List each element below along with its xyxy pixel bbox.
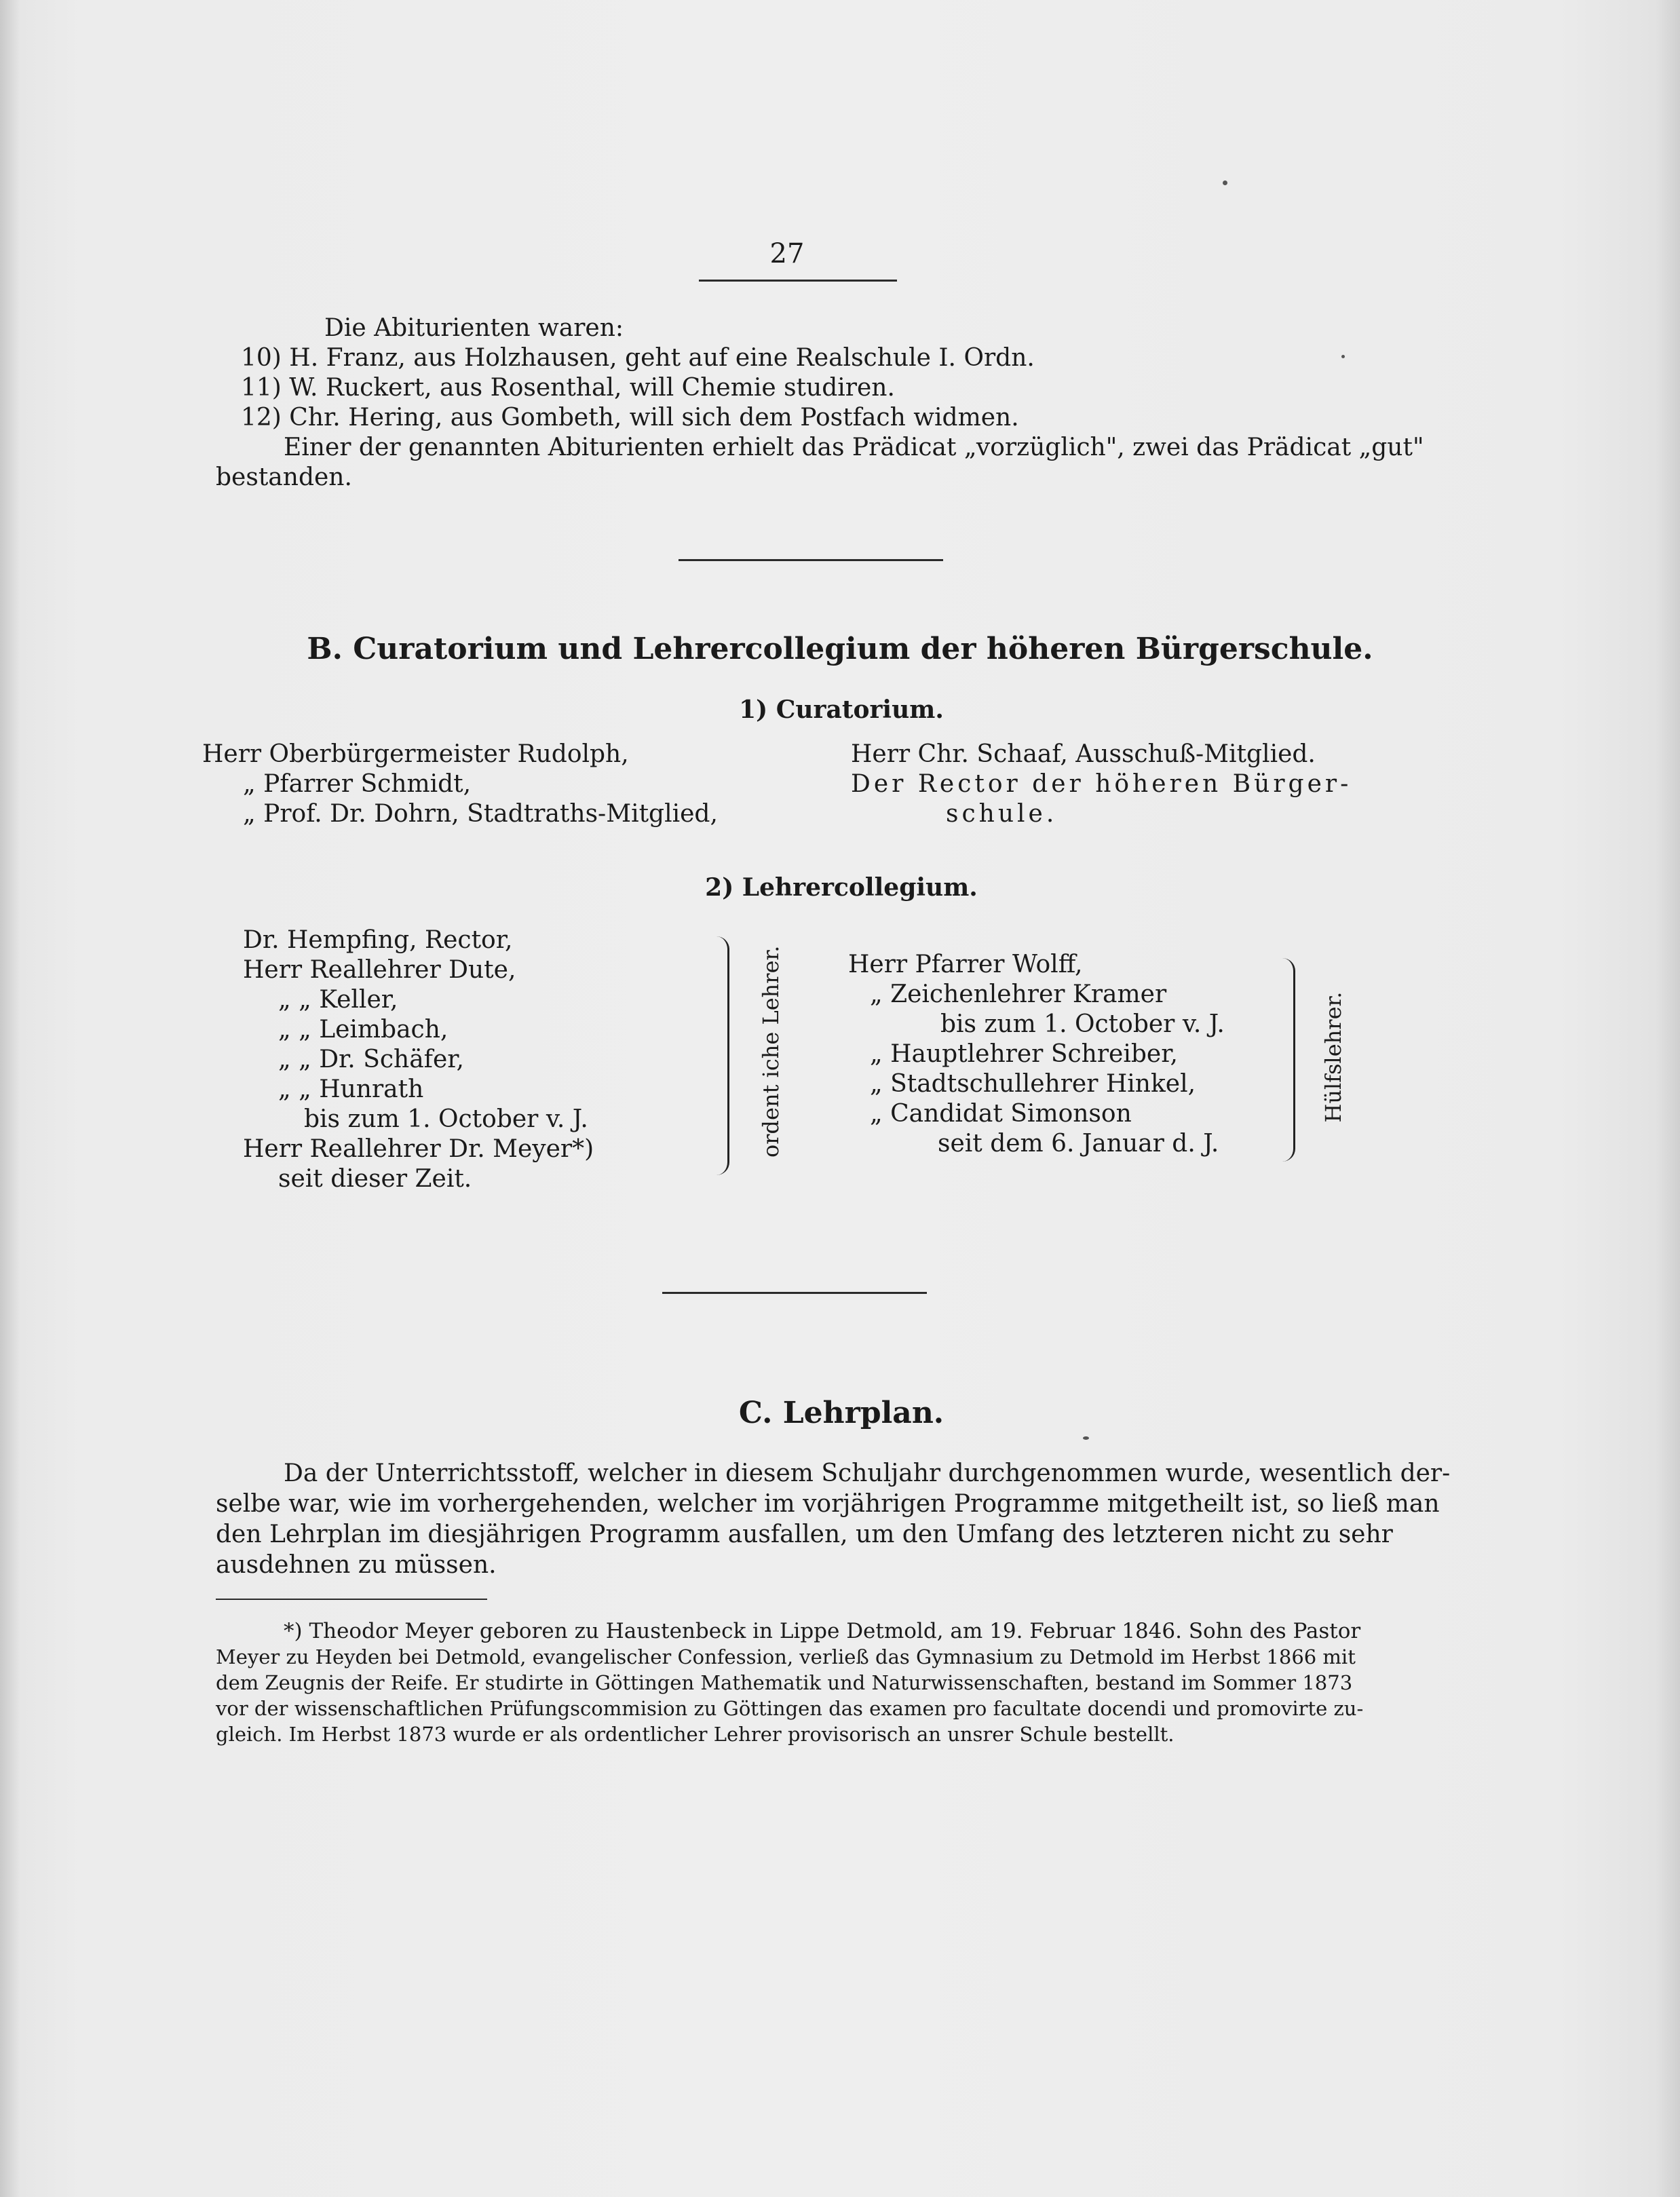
speck <box>1083 1436 1089 1440</box>
lehrplan-line: selbe war, wie im vorhergehenden, welcher im vorjährigen Programme mitgetheilt ist, so ließ man <box>216 1490 1440 1518</box>
footnote-line: Meyer zu Heyden bei Detmold, evangelischer Confession, verließ das Gymnasium zu Detmold im Herbst 1866 mit <box>216 1645 1356 1668</box>
curatorium-right-line: schule. <box>946 800 1058 828</box>
teacher-line: seit dieser Zeit. <box>278 1165 472 1193</box>
lehrplan-line: Da der Unterrichtsstoff, welcher in diesem Schuljahr durchgenommen wurde, wesentlich der- <box>284 1459 1451 1487</box>
footnote-line: dem Zeugnis der Reife. Er studirte in Göttingen Mathematik und Naturwissenschaften, bestand im Sommer 1873 <box>216 1671 1353 1694</box>
teacher-line: bis zum 1. October v. J. <box>304 1105 588 1133</box>
section-b-title: B. Curatorium und Lehrercollegium der höheren Bürgerschule. <box>307 632 1373 666</box>
teacher-line: bis zum 1. October v. J. <box>940 1010 1225 1038</box>
lehrplan-line: ausdehnen zu müssen. <box>216 1551 497 1579</box>
bracket <box>1282 958 1295 1162</box>
huelfslehrer-label: Hülfslehrer. <box>1320 991 1346 1123</box>
curatorium-left-line: Herr Oberbürgermeister Rudolph, <box>202 740 629 768</box>
teacher-line: „ Stadtschullehrer Hinkel, <box>870 1070 1196 1098</box>
section-c-title: C. Lehrplan. <box>738 1396 944 1430</box>
curatorium-left-line: „ Prof. Dr. Dohrn, Stadtraths-Mitglied, <box>243 800 718 828</box>
abiturienten-closing: Einer der genannten Abiturienten erhielt das Prädicat „vorzüglich", zwei das Prädicat „gut" <box>284 434 1424 461</box>
footnote-rule <box>216 1599 487 1600</box>
ordentliche-lehrer-label: ordent iche Lehrer. <box>758 945 784 1158</box>
teacher-line: „ „ Keller, <box>278 986 398 1014</box>
bracket <box>717 936 729 1175</box>
teacher-line: „ „ Hunrath <box>278 1075 424 1103</box>
page-number-rule <box>699 280 897 282</box>
teacher-line: Herr Reallehrer Dute, <box>243 956 516 984</box>
footnote-line: gleich. Im Herbst 1873 wurde er als ordentlicher Lehrer provisorisch an unsrer Schule bestellt. <box>216 1723 1175 1746</box>
abiturient-item: 12) Chr. Hering, aus Gombeth, will sich dem Postfach widmen. <box>241 404 1019 432</box>
abiturienten-closing: bestanden. <box>216 463 352 491</box>
teacher-line: Herr Pfarrer Wolff, <box>848 951 1083 978</box>
curatorium-right-line: Der Rector der höheren Bürger- <box>851 770 1352 798</box>
section-divider <box>679 559 943 561</box>
footnote-line: vor der wissenschaftlichen Prüfungscommision zu Göttingen das examen pro facultate docendi und promovirte zu- <box>216 1697 1364 1720</box>
teacher-line: Herr Reallehrer Dr. Meyer*) <box>243 1135 594 1163</box>
teacher-line: Dr. Hempfing, Rector, <box>243 926 513 954</box>
footnote-line: *) Theodor Meyer geboren zu Haustenbeck in Lippe Detmold, am 19. Februar 1846. Sohn des Pastor <box>284 1619 1361 1643</box>
section-divider <box>662 1292 927 1294</box>
abiturienten-intro: Die Abiturienten waren: <box>324 314 624 342</box>
curatorium-heading: 1) Curatorium. <box>739 695 944 724</box>
speck <box>1341 355 1345 358</box>
curatorium-right-line: Herr Chr. Schaaf, Ausschuß-Mitglied. <box>851 740 1316 768</box>
teacher-line: „ Hauptlehrer Schreiber, <box>870 1040 1178 1068</box>
abiturient-item: 10) H. Franz, aus Holzhausen, geht auf eine Realschule I. Ordn. <box>241 344 1035 372</box>
teacher-line: „ „ Dr. Schäfer, <box>278 1046 464 1073</box>
curatorium-left-line: „ Pfarrer Schmidt, <box>243 770 472 798</box>
page-number: 27 <box>769 238 805 269</box>
teacher-line: „ Zeichenlehrer Kramer <box>870 980 1167 1008</box>
abiturient-item: 11) W. Ruckert, aus Rosenthal, will Chemie studiren. <box>241 374 895 402</box>
teacher-line: „ „ Leimbach, <box>278 1016 448 1044</box>
teacher-line: „ Candidat Simonson <box>870 1100 1132 1128</box>
lehrplan-line: den Lehrplan im diesjährigen Programm ausfallen, um den Umfang des letzteren nicht zu sehr <box>216 1521 1393 1548</box>
speck <box>1223 180 1227 185</box>
lehrercollegium-heading: 2) Lehrercollegium. <box>705 873 978 902</box>
teacher-line: seit dem 6. Januar d. J. <box>938 1130 1219 1158</box>
